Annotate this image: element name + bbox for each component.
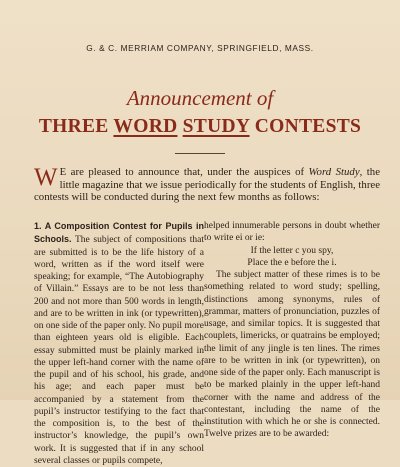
contest-1-paragraph (34, 220, 204, 467)
right-column (204, 220, 380, 441)
left-column (34, 220, 204, 467)
drop-cap: W (34, 164, 58, 191)
headline-announcement: Announcement of (126, 86, 274, 110)
headline-word-word: WORD (113, 116, 178, 137)
headline-word-contests: CONTESTS (254, 116, 362, 137)
intro-text-2: , the little magazine that we issue periodically for the students of English, three contests will be conducted during the next few months as follows: (34, 166, 380, 204)
publisher-line: G. & C. MERRIAM COMPANY, SPRINGFIELD, MASS. (86, 43, 314, 53)
headline-word-three: THREE (38, 116, 109, 137)
magazine-name: Word Study (308, 166, 360, 178)
divider-rule (175, 153, 225, 154)
headline-title (0, 116, 400, 138)
rime-line-2: Place the e before the i. (247, 257, 337, 268)
contest-1-heading: 1. A Composition Contest for Pupils in Schools. (34, 221, 204, 245)
right-para-1: helped innumerable persons in doubt whether to write ei or ie: (204, 221, 380, 244)
rime-line-1: If the letter c you spy, (250, 245, 334, 256)
intro-paragraph (34, 166, 380, 204)
intro-text-1: E are pleased to announce that, under the auspices of (59, 166, 309, 178)
headline-word-study: STUDY (182, 116, 250, 137)
contest-1-body: The subject of compositions that are submitted is to be the life history of a word, written as if the word itself were speaking; for example, “The Autobiography of Villain.” Essays are to be not less than 200 and not more than 500 words in length, and are to be written in ink (or typewritten), on one side of the paper only. No pupil more than eighteen years old is eligible. Each essay submitted must be plainly marked in the upper left-hand corner with the name of the pupil and of his school, his grade, and his age; and each paper must be accompanied by a statement from the pupil’s instructor testifying to the fact that the composition is, to the best of the instructor’s knowledge, the pupil’s own work. It is suggested that if in any school several classes or pupils compete, (34, 235, 204, 466)
right-para-2: The subject matter of these rimes is to be something related to word study; spelling, distinctions among synonyms, rules of grammar, matters of pronunciation, puzzles of usage, and similar topics. It is suggested that couplets, limericks, or quatrains be employed; the limit of any jingle is ten lines. The rimes are to be written in ink (or typewritten), on one side of the paper only. Each manuscript is to be marked plainly in the upper left-hand corner with the name and address of the contestant, including the name of the institution with which he or she is connected. Twelve prizes are to be awarded: (204, 270, 380, 440)
